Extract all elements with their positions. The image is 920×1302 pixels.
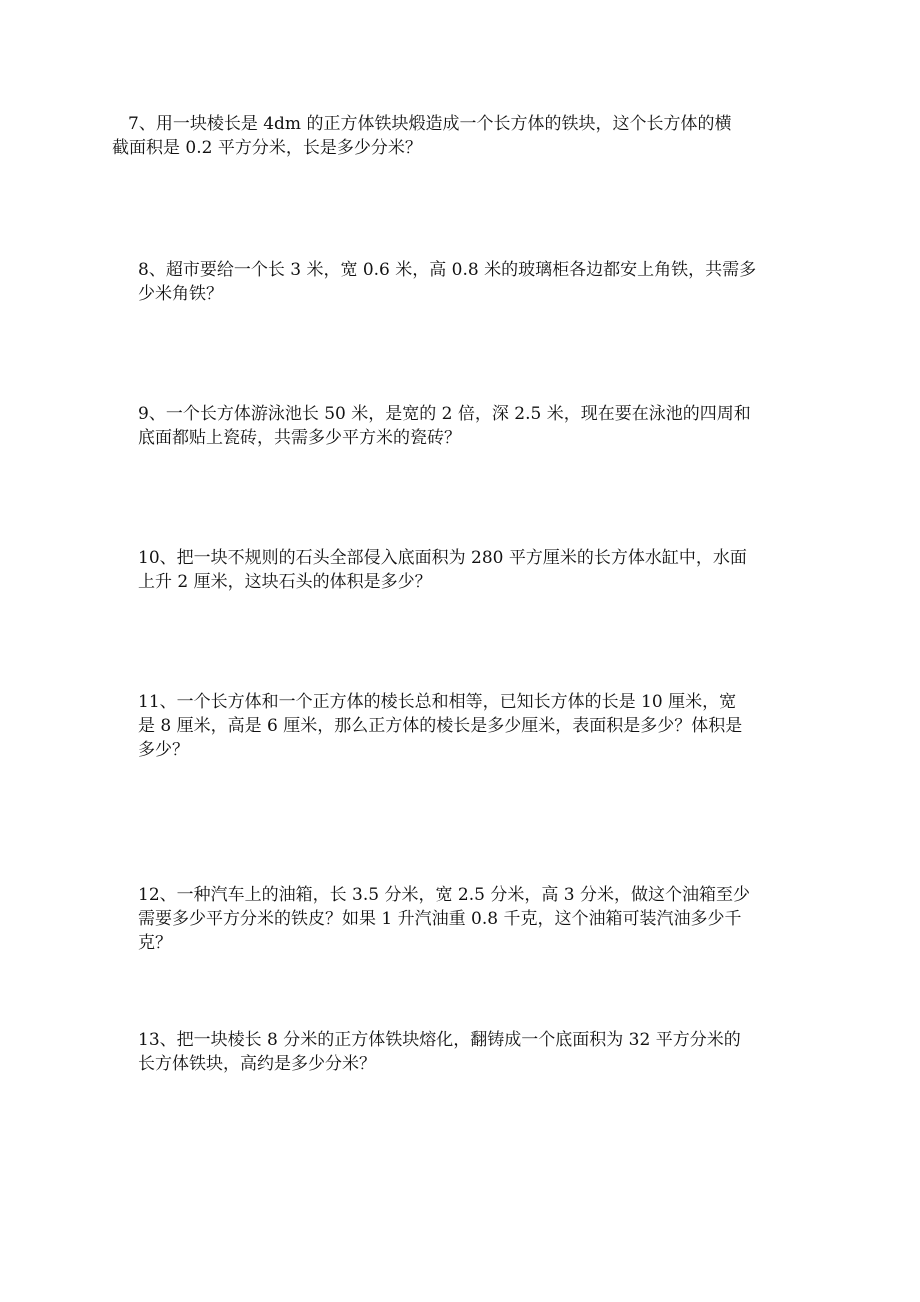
problem-8-line-1: 8、超市要给一个长 3 米，宽 0.6 米，高 0.8 米的玻璃柜各边都安上角铁，共需多 (138, 260, 757, 280)
problem-13-line-1: 13、把一块棱长 8 分米的正方体铁块熔化，翻铸成一个底面积为 32 平方分米的 (138, 1030, 741, 1050)
problem-10 (138, 546, 798, 594)
problem-12 (138, 883, 798, 955)
problem-12-line-3: 克？ (138, 933, 172, 953)
problem-8 (138, 258, 798, 306)
problem-7-line-1: 7、用一块棱长是 4dm 的正方体铁块煅造成一个长方体的铁块，这个长方体的横 (128, 114, 732, 134)
problem-10-line-2: 上升 2 厘米，这块石头的体积是多少？ (138, 572, 432, 592)
problem-9-line-2: 底面都贴上瓷砖，共需多少平方米的瓷砖？ (138, 428, 461, 448)
problem-7 (112, 112, 792, 160)
problem-11-line-2: 是 8 厘米，高是 6 厘米，那么正方体的棱长是多少厘米，表面积是多少？体积是 (138, 716, 743, 736)
problem-13 (138, 1028, 798, 1076)
problem-9 (138, 402, 798, 450)
problem-10-line-1: 10、把一块不规则的石头全部侵入底面积为 280 平方厘米的长方体水缸中，水面 (138, 548, 747, 568)
problem-11-line-3: 多少？ (138, 740, 189, 760)
problem-12-line-2: 需要多少平方分米的铁皮？如果 1 升汽油重 0.8 千克，这个油箱可装汽油多少千 (138, 909, 742, 929)
problem-7-line-2: 截面积是 0.2 平方分米，长是多少分米？ (112, 138, 422, 158)
problem-11-line-1: 11、一个长方体和一个正方体的棱长总和相等，已知长方体的长是 10 厘米，宽 (138, 692, 737, 712)
problem-8-line-2: 少米角铁？ (138, 284, 223, 304)
problem-12-line-1: 12、一种汽车上的油箱，长 3.5 分米，宽 2.5 分米，高 3 分米，做这个油箱至少 (138, 885, 750, 905)
problem-11 (138, 690, 798, 762)
problem-9-line-1: 9、一个长方体游泳池长 50 米，是宽的 2 倍，深 2.5 米，现在要在泳池的四周和 (138, 404, 751, 424)
problem-13-line-2: 长方体铁块，高约是多少分米？ (138, 1054, 376, 1074)
